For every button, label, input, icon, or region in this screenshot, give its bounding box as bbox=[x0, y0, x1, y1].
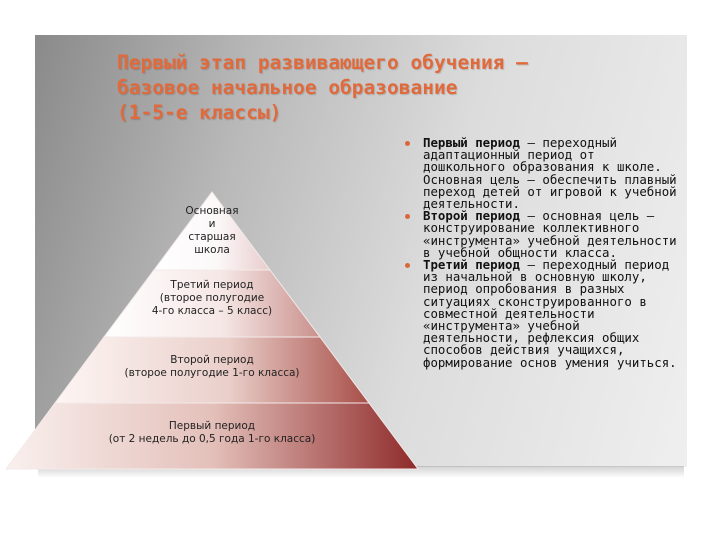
bullet-term: Второй период bbox=[423, 208, 520, 224]
bullet-text: – основная цель – конструирование коллективного «инструмента» учебной деятельности в учебной общности класса. bbox=[423, 208, 677, 260]
pyramid-tier-2-label: Второй период (второе полугодие 1-го класса) bbox=[124, 354, 300, 379]
bullet-item-period-3 bbox=[403, 259, 683, 369]
bullet-text: – переходный период из начальной в основную школу, период опробования в разных ситуациях сконструированного в совместной деятельности «инструмента» учебной деятельности, рефлексия общих способов действия учащихся, формирование основ умения учиться. bbox=[423, 257, 677, 370]
bullet-marker bbox=[405, 263, 410, 268]
bullet-item-period-2 bbox=[403, 210, 683, 259]
pyramid-tier-4-label: Основная и старшая школа bbox=[185, 205, 239, 256]
bullet-item-period-1 bbox=[403, 137, 683, 210]
bullet-marker bbox=[405, 214, 410, 219]
pyramid-tier-3-label: Третий период (второе полугодие 4-го класса – 5 класс) bbox=[151, 279, 273, 317]
bullet-text: – переходный адаптационный период от дошкольного образования к школе. Основная цель – обеспечить плавный переход детей от игровой к учебной деятельности. bbox=[423, 135, 677, 212]
slide-title: Первый этап развивающего обучения – базовое начальное образование (1-5-е классы) bbox=[117, 51, 528, 124]
bullet-marker bbox=[405, 141, 410, 146]
bullet-term: Первый период bbox=[423, 135, 520, 150]
pyramid-tier-1-label: Первый период (от 2 недель до 0,5 года 1-го класса) bbox=[108, 420, 316, 445]
bullet-term: Третий период bbox=[423, 257, 520, 273]
bullet-list bbox=[403, 137, 683, 369]
